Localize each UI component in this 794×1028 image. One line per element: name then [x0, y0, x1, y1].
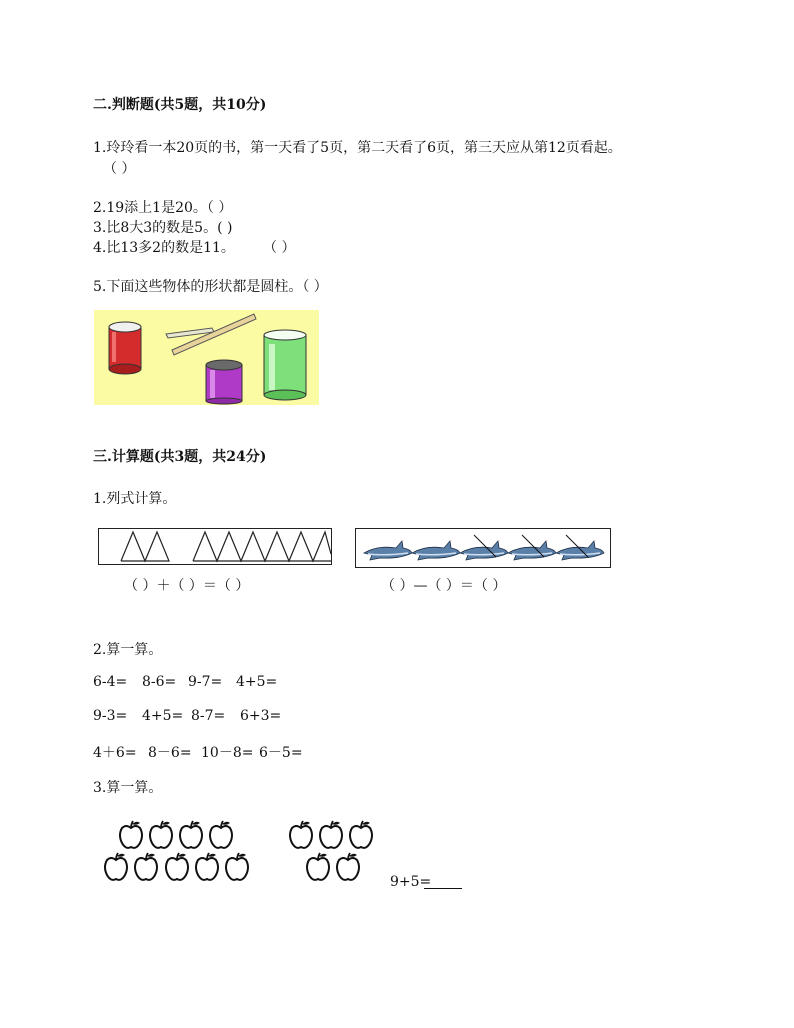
- calc-item: 6+3=: [240, 708, 282, 724]
- apple-icon: [307, 853, 329, 880]
- calc-item: 9-3=: [93, 708, 128, 724]
- calc-item: 10－8=: [201, 745, 254, 761]
- question-2-5: 5.下面这些物体的形状都是圆柱。（ ）: [93, 279, 328, 295]
- section-3-heading: 三.计算题(共3题，共24分): [93, 449, 267, 465]
- apple-icon: [210, 821, 232, 848]
- triangles-drawing: [99, 529, 331, 564]
- calc-item: 6－5=: [259, 745, 303, 761]
- answer-equation: 9+5=: [390, 874, 432, 890]
- calc-item: 9-7=: [188, 674, 223, 690]
- sharks-box: [355, 528, 611, 568]
- question-2-1: 1.玲玲看一本20页的书，第一天看了5页，第二天看了6页，第三天应从第12页看起。: [93, 140, 622, 156]
- section-2-heading: 二.判断题(共5题，共10分): [93, 97, 267, 113]
- apple-icon: [150, 821, 172, 848]
- answer-blank[interactable]: [424, 888, 462, 889]
- question-3-2: 2.算一算。: [93, 642, 163, 658]
- shark-4-crossed: [508, 535, 556, 560]
- calc-item: 4+5=: [236, 674, 278, 690]
- green-jar: [264, 330, 306, 400]
- apple-icon: [290, 821, 312, 848]
- apple-icon: [180, 821, 202, 848]
- sharks-drawing: [356, 529, 610, 567]
- question-3-1: 1.列式计算。: [93, 491, 177, 507]
- triangles-box: [98, 528, 332, 565]
- question-2-3: 3.比8大3的数是5。( ): [93, 220, 233, 236]
- question-3-3: 3.算一算。: [93, 780, 163, 796]
- apple-icon: [337, 853, 359, 880]
- cylinders-picture: [94, 310, 319, 405]
- purple-tin: [206, 360, 242, 404]
- shark-5-crossed: [556, 535, 604, 560]
- answer-paren-2-1[interactable]: （ ）: [103, 161, 136, 177]
- calc-item: 8－6=: [148, 745, 192, 761]
- apple-icon: [166, 853, 188, 880]
- apples-drawing: [100, 815, 385, 885]
- soda-can: [109, 322, 141, 374]
- calc-item: 8-6=: [142, 674, 177, 690]
- apple-icon: [120, 821, 142, 848]
- apple-icon: [135, 853, 157, 880]
- equation-addition[interactable]: （ ）＋（ ）＝（ ）: [124, 578, 250, 594]
- triangle-group-right: [193, 532, 331, 561]
- apple-icon: [350, 821, 372, 848]
- question-2-2: 2.19添上1是20。（ ）: [93, 200, 233, 216]
- apple-icon: [196, 853, 218, 880]
- shark-1: [364, 541, 412, 560]
- apple-icon: [226, 853, 248, 880]
- answer-paren-2-4[interactable]: （ ）: [263, 240, 296, 256]
- question-2-4: 4.比13多2的数是11。: [93, 240, 235, 256]
- apple-icon: [320, 821, 342, 848]
- apple-group-right: [290, 821, 372, 880]
- calc-item: 4＋6=: [93, 745, 137, 761]
- apple-icon: [105, 853, 127, 880]
- shark-3-crossed: [460, 535, 508, 560]
- calc-item: 8-7=: [191, 708, 226, 724]
- equation-subtraction[interactable]: （ ）—（ ）＝（ ）: [381, 578, 507, 594]
- shark-2: [412, 541, 460, 560]
- calc-item: 4+5=: [142, 708, 184, 724]
- triangle-group-left: [121, 532, 169, 561]
- apple-group-left: [105, 821, 248, 880]
- calc-item: 6-4=: [93, 674, 128, 690]
